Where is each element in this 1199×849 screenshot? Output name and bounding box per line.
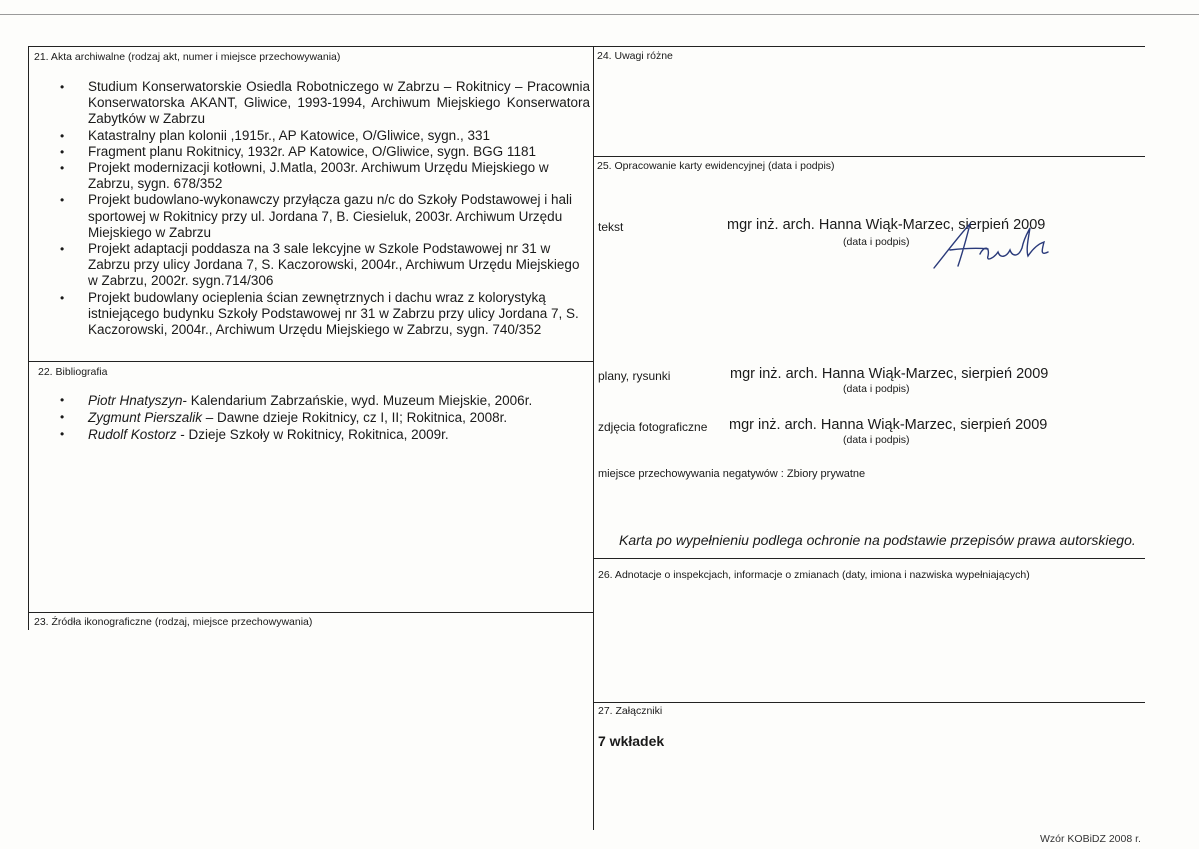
section27-title: 27. Załączniki <box>598 705 663 717</box>
bibliography-title: – Dawne dzieje Rokitnicy, cz I, II; Rokitnica, 2008r. <box>202 410 508 425</box>
bibliography-author: Piotr Hnatyszyn <box>88 393 183 408</box>
list-item: • Projekt adaptacji poddasza na 3 sale lekcyjne w Szkole Podstawowej nr 31 w Zabrzu przy ulicy Jordana 7, S. Kaczorowski, 2004r., Archiwum Urzędu Miejskiego w Zabrzu, 2002r. sygn.714/306 <box>60 241 590 290</box>
section27-top-rule <box>593 702 1145 703</box>
section26-top-rule <box>593 558 1145 559</box>
section22-top-rule <box>28 361 594 362</box>
section23-title: 23. Źródła ikonograficzne (rodzaj, miejsce przechowywania) <box>34 616 313 628</box>
section21-left-border <box>28 46 29 630</box>
list-item: • Studium Konserwatorskie Osiedla Robotniczego w Zabrzu – Rokitnicy – Pracownia Konserwatorska AKANT, Gliwice, 1993-1994, Archiwum Miejskiego Konserwatora Zabytków w Zabrzu <box>60 79 590 128</box>
list-item: • Projekt budowlano-wykonawczy przyłącza gazu n/c do Szkoły Podstawowej i hali sportowej w Rokitnicy przy ul. Jordana 7, B. Ciesieluk, 2003r. Archiwum Urzędu Miejskiego w Zabrzu <box>60 192 590 241</box>
drawings-row-author: mgr inż. arch. Hanna Wiąk-Marzec, sierpień 2009 <box>730 366 1049 382</box>
bibliography-title: - Dzieje Szkoły w Rokitnicy, Rokitnica, 2009r. <box>176 427 449 442</box>
copyright-note: Karta po wypełnieniu podlega ochronie na podstawie przepisów prawa autorskiego. <box>619 532 1136 548</box>
form-template-label: Wzór KOBiDZ 2008 r. <box>1040 833 1141 845</box>
section21-title: 21. Akta archiwalne (rodzaj akt, numer i miejsce przechowywania) <box>34 51 341 63</box>
text-row-caption: (data i podpis) <box>843 236 910 248</box>
section25-top-rule <box>593 156 1145 157</box>
section23-top-rule <box>28 612 594 613</box>
bibliography-title: - Kalendarium Zabrzańskie, wyd. Muzeum Miejskie, 2006r. <box>182 393 533 408</box>
photos-row-label: zdjęcia fotograficzne <box>598 420 708 434</box>
section24-top-rule <box>593 46 1145 47</box>
section24-title: 24. Uwagi różne <box>597 50 673 62</box>
bibliography-list <box>60 392 590 443</box>
list-item <box>60 392 590 409</box>
bibliography-author: Rudolf Kostorz <box>88 427 177 442</box>
text-row-label: tekst <box>598 220 624 234</box>
handwritten-signature <box>928 218 1058 276</box>
section21-top-rule <box>28 46 594 47</box>
attachments-count: 7 wkładek <box>598 733 665 749</box>
list-item <box>60 409 590 426</box>
drawings-row-label: plany, rysunki <box>598 369 671 383</box>
section25-title: 25. Opracowanie karty ewidencyjnej (data i podpis) <box>597 160 835 172</box>
list-item: • Katastralny plan kolonii ,1915r., AP Katowice, O/Gliwice, sygn., 331 <box>60 128 590 144</box>
list-item: • Projekt modernizacji kotłowni, J.Matla, 2003r. Archiwum Urzędu Miejskiego w Zabrzu, sygn. 678/352 <box>60 160 590 192</box>
photos-row-author: mgr inż. arch. Hanna Wiąk-Marzec, sierpień 2009 <box>729 417 1048 433</box>
text-row-author: mgr inż. arch. Hanna Wiąk-Marzec, sierpień 2009 <box>727 217 1046 233</box>
column-divider <box>593 46 594 830</box>
top-edge-line <box>0 14 1199 15</box>
photos-row-caption: (data i podpis) <box>843 434 910 446</box>
list-item: • Fragment planu Rokitnicy, 1932r. AP Katowice, O/Gliwice, sygn. BGG 1181 <box>60 144 590 160</box>
archival-records-list <box>60 79 590 338</box>
section22-title: 22. Bibliografia <box>38 366 108 378</box>
negatives-storage-text: miejsce przechowywania negatywów : Zbiory prywatne <box>598 468 866 480</box>
drawings-row-caption: (data i podpis) <box>843 383 910 395</box>
list-item <box>60 426 590 443</box>
section26-title: 26. Adnotacje o inspekcjach, informacje o zmianach (daty, imiona i nazwiska wypełniających) <box>598 569 1030 581</box>
list-item: • Projekt budowlany ocieplenia ścian zewnętrznych i dachu wraz z kolorystyką istniejącego budynku Szkoły Podstawowej nr 31 w Zabrzu przy ulicy Jordana 7, S. Kaczorowski, 2004r., Archiwum Urzędu Miejskiego w Zabrzu, sygn. 740/352 <box>60 290 590 339</box>
bibliography-author: Zygmunt Pierszalik <box>88 410 203 425</box>
